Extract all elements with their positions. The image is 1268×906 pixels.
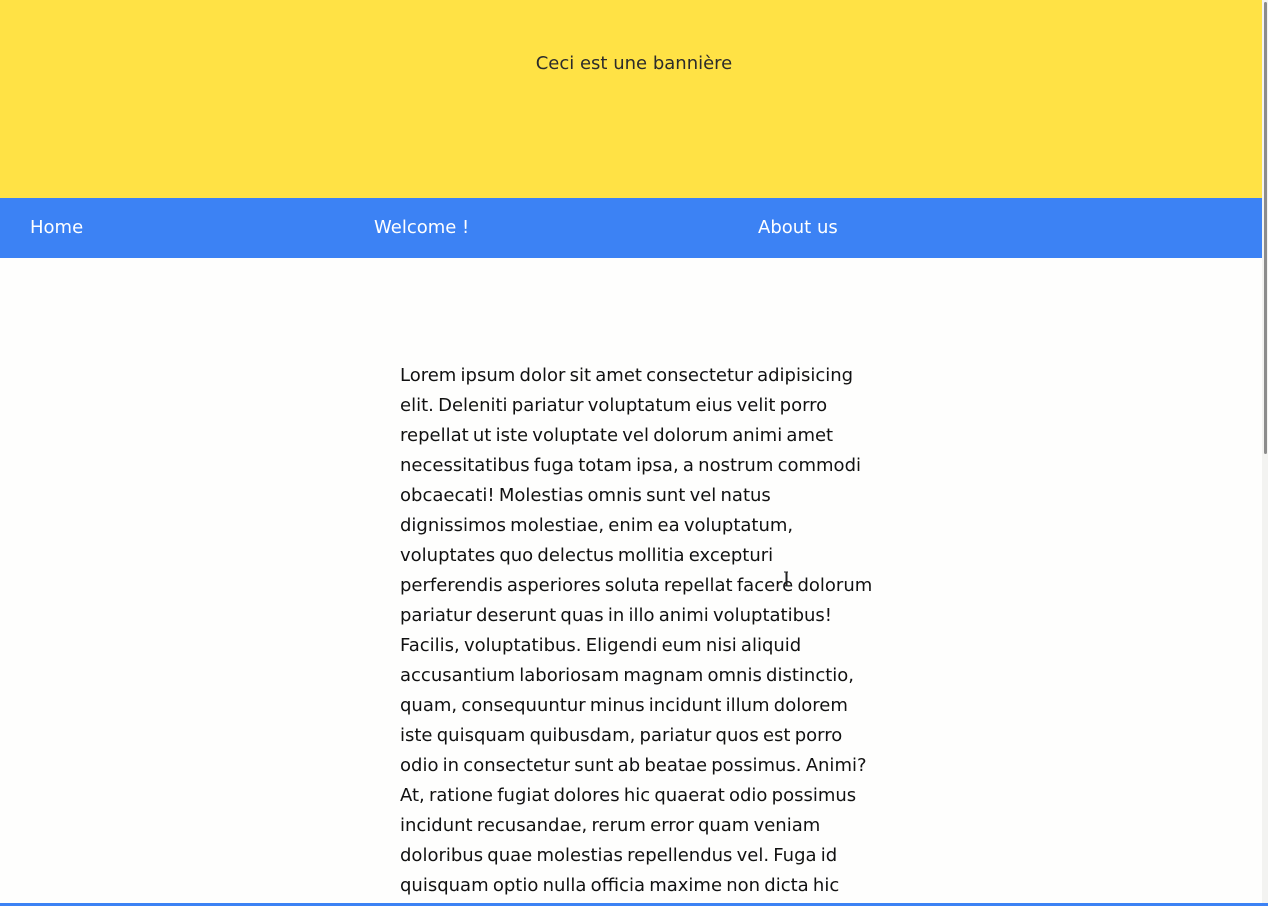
text-line: perferendis asperiores soluta repellat facere dolorum [400, 575, 873, 596]
text-line: quisquam optio nulla officia maxime non dicta hic [400, 875, 840, 896]
text-line: accusantium laboriosam magnam omnis distinctio, [400, 665, 855, 686]
text-line: pariatur deserunt quas in illo animi voluptatibus! [400, 605, 833, 626]
nav-link-about-us[interactable]: About us [758, 217, 838, 238]
text-line: dignissimos molestiae, enim ea voluptatum, [400, 515, 794, 536]
main-text [400, 361, 876, 901]
text-line: iste quisquam quibusdam, pariatur quos est porro [400, 725, 843, 746]
nav-link-home[interactable]: Home [30, 217, 84, 238]
navbar [0, 198, 1262, 258]
nav-link-welcome[interactable]: Welcome ! [374, 217, 470, 238]
vertical-scrollbar[interactable] [1262, 0, 1268, 906]
text-cursor-icon [783, 571, 791, 587]
text-line: obcaecati! Molestias omnis sunt vel natus [400, 485, 771, 506]
text-line: quam, consequuntur minus incidunt illum dolorem [400, 695, 848, 716]
text-line: odio in consectetur sunt ab beatae possimus. Animi? [400, 755, 867, 776]
scrollbar-thumb[interactable] [1264, 2, 1267, 454]
text-line: voluptates quo delectus mollitia excepturi [400, 545, 774, 566]
text-line: necessitatibus fuga totam ipsa, a nostrum commodi [400, 455, 861, 476]
text-line: doloribus quae molestias repellendus vel. Fuga id [400, 845, 838, 866]
banner [0, 0, 1262, 198]
text-line: Lorem ipsum dolor sit amet consectetur adipisicing [400, 365, 854, 386]
text-line: At, ratione fugiat dolores hic quaerat odio possimus [400, 785, 857, 806]
text-line: elit. Deleniti pariatur voluptatum eius velit porro [400, 395, 828, 416]
text-line: incidunt recusandae, rerum error quam veniam [400, 815, 821, 836]
text-line: repellat ut iste voluptate vel dolorum animi amet [400, 425, 834, 446]
text-line: Facilis, voluptatibus. Eligendi eum nisi aliquid [400, 635, 802, 656]
banner-text: Ceci est une bannière [535, 53, 733, 74]
